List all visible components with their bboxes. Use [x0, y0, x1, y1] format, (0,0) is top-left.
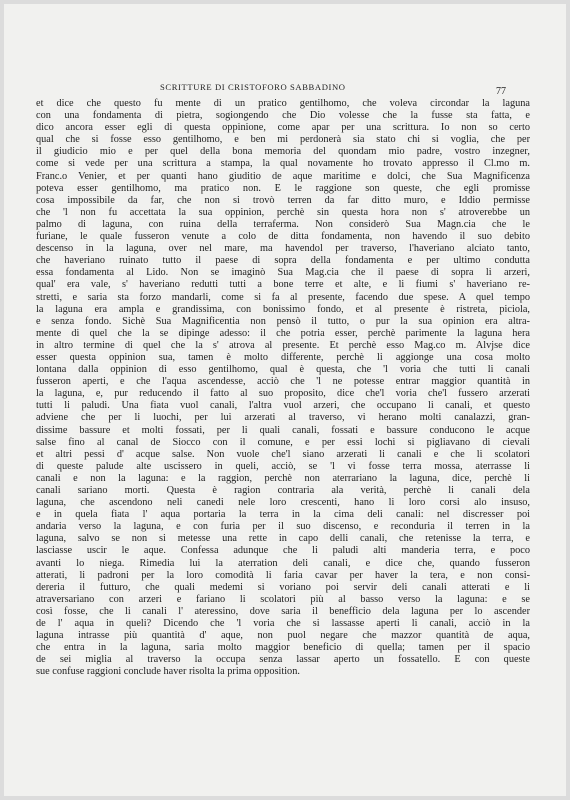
text-line: che 'l non fu accettata la sua oppinion, perchè sin questa hora non s' atroverebbe un — [36, 206, 530, 218]
text-line: stretti, e saria sta forzo mandarli, come si fa al presente, facendo due spese. A quel tempo — [36, 291, 530, 303]
text-line: e senza fondo. Sichè Sua Magnificentia non pensò il tutto, o pur la sua opinion era altra- — [36, 315, 530, 327]
text-line: poteva esser gentilhomo, ma pratico non. E le raggione son queste, che egli promisse — [36, 182, 530, 194]
text-line: la laguna era ampla e grandissima, con bonissimo fondo, et al presente è ristreta, piciola, — [36, 303, 530, 315]
text-line: essa fondamenta al Lido. Non se imaginò Sua Mag.cia che il paese di sopra li arzeri, — [36, 267, 530, 279]
text-line: qual che si fosse esso gentilhomo, e ben mi perdonerà sia stato chi si voglia, che per — [36, 134, 530, 146]
text-line: et altri pessi d' acque salse. Non vuole che'l siano arzerati li canali e che li scolatori — [36, 448, 530, 460]
text-line: de sei miglia al traverso la occupa senza lassar aperto un fossatello. E con queste — [36, 654, 530, 666]
text-line: laguna, salvo se non si metesse una rette in capo delli canali, che retenisse la terra, e — [36, 533, 530, 545]
text-line: dereria il futturo, che quali medemi si voriano poi servir deli canali atterati e li — [36, 581, 530, 593]
page-number: 77 — [496, 86, 506, 97]
text-line: canali sariano morti. Questa è ragion contraria ala verità, perchè li canali dela — [36, 485, 530, 496]
text-line: mente di quel che la se dipinge adesso: il che potria esser, perchè parimente la laguna hera — [36, 327, 530, 339]
text-line: che entra in la laguna, saria molto maggior beneficio di quella; tamen per il spacio — [36, 642, 530, 654]
text-line: atterati, li padroni per la loro comodità li faria cavar per haver la tera, e non consi- — [36, 569, 530, 581]
text-line: palmo di laguna, con ruina della terraferma. Non considerò Sua Magn.cia che le — [36, 218, 530, 230]
text-line: dico ancora esser egli di questa oppinione, come apar per una scrittura. Io non so certo — [36, 122, 530, 134]
text-line: atraversariano con arzeri e fariano li scolatori più al basso verso la laguna: e se — [36, 593, 530, 605]
text-line: di queste palude alte uscissero in queli, acciò, se 'l vi fosse terra mossa, aterrasse li — [36, 460, 530, 472]
text-line: de l' aqua in queli? Dicendo che 'l voria che si lassasse aperti li canali, acciò in la — [36, 618, 530, 630]
running-head: SCRITTURE DI CRISTOFORO SABBADINO — [160, 82, 346, 92]
text-line: in altro termine di quel che la s' atrova al presente. Et perchè esso Mag.co m. Alvjse dice — [36, 339, 530, 351]
body-text — [36, 98, 530, 679]
text-line: il giudicio mio e per quel della bona memoria del quondam mio padre, vostro inzegner, — [36, 146, 530, 158]
text-line: descenso in la laguna, over nel mare, ma havendol per traverso, l'haveriano alciato tanto, — [36, 243, 530, 255]
text-line: esser questa oppinion sua, tamen è molto differente, perchè li aggionge una cosa molto — [36, 351, 530, 363]
text-line: la laguna, e, pur reducendo il fatto al suo proposito, dice che'l voria che'l fussero arzerati — [36, 388, 530, 400]
text-line: che haveriano ruinato tutto il paese di sopra della fondamenta e per ultimo condutta — [36, 255, 530, 267]
text-line: sue confuse raggioni conclude haver risolta la prima opposition. — [36, 666, 300, 678]
text-line: come si vede per una scrittura a stampa, la qual novamente ho trovato appresso il Cl.mo m. — [36, 158, 530, 170]
text-line: avanti lo niega. Rimedia lui la aterration deli canali, e dice che, quando fusseron — [36, 557, 530, 569]
text-line: fusseron aperti, e che l'aqua ascendesse, acciò che 'l ne potesse entrar maggior quantità in — [36, 376, 530, 388]
text-line: salse fino al canal de Siocco con il comune, e per essi lochi si pigliavano di cievali — [36, 436, 530, 448]
text-line: canali e non la laguna: e la raggion, perchè non aterrariano la laguna, dice, perchè li — [36, 472, 530, 484]
text-line: lontana dalla oppinion di esso gentilhomo, qual è questa, che 'l voria che tutti li canali — [36, 364, 530, 376]
text-line: laguna intrasse più quantità d' aque, non puol negare che mazzor quantità de aqua, — [36, 630, 530, 642]
text-line: e in quela fiata l' aqua portaria la terra in la cima deli canali: nel discresser poi — [36, 509, 530, 521]
text-line: andaria verso la laguna, e con furia per il suo discenso, e reconduria il terren in la — [36, 521, 530, 533]
text-line: lasciasse uscir le aque. Confessa adunque che li paludi alti manderia terra, e poco — [36, 545, 530, 557]
text-line: con una fondamenta di pietra, sogiongendo che Dio volesse che la fusse sta fatta, e — [36, 110, 530, 122]
text-line: laguna, che ascendono neli canedi nele loro crescenti, hano li loro corsi alo insuso, — [36, 497, 530, 509]
text-line: cosa impossibile da far, che non si trovò terren da far ditto muro, e Iddio permisse — [36, 194, 530, 206]
text-line: furiane, le quale fusseron venute a colo de ditta fondamenta, non havendo il suo debito — [36, 231, 530, 243]
text-line: qual' era vale, s' haveriano redutti tutti a bone terre et alte, e li fiumi s' haveriano re- — [36, 279, 530, 291]
text-line: tutti li paludi. Una fiata vuol canali, l'altra vuol arzeri, che occupano li canali, et questo — [36, 400, 530, 412]
text-line: Franc.o Venier, et per quanti hano giuditio de aque maritime e dolci, che Sua Magnificenza — [36, 170, 530, 182]
text-line: et dice che questo fu mente di un pratico gentilhomo, che voleva circondar la laguna — [36, 98, 530, 109]
text-line: così fosse, che li canali l' ateressino, dove saria il benefficio dela laguna per lo ascender — [36, 605, 530, 617]
text-line: dissime bassure et molti fossati, per li quali canali, fossati e bassure conducono le acque — [36, 424, 530, 436]
book-page — [4, 4, 566, 796]
text-line: adviene che per li luochi, per lui arzerati al traverso, vi herano molti canalazzi, gran- — [36, 412, 530, 424]
